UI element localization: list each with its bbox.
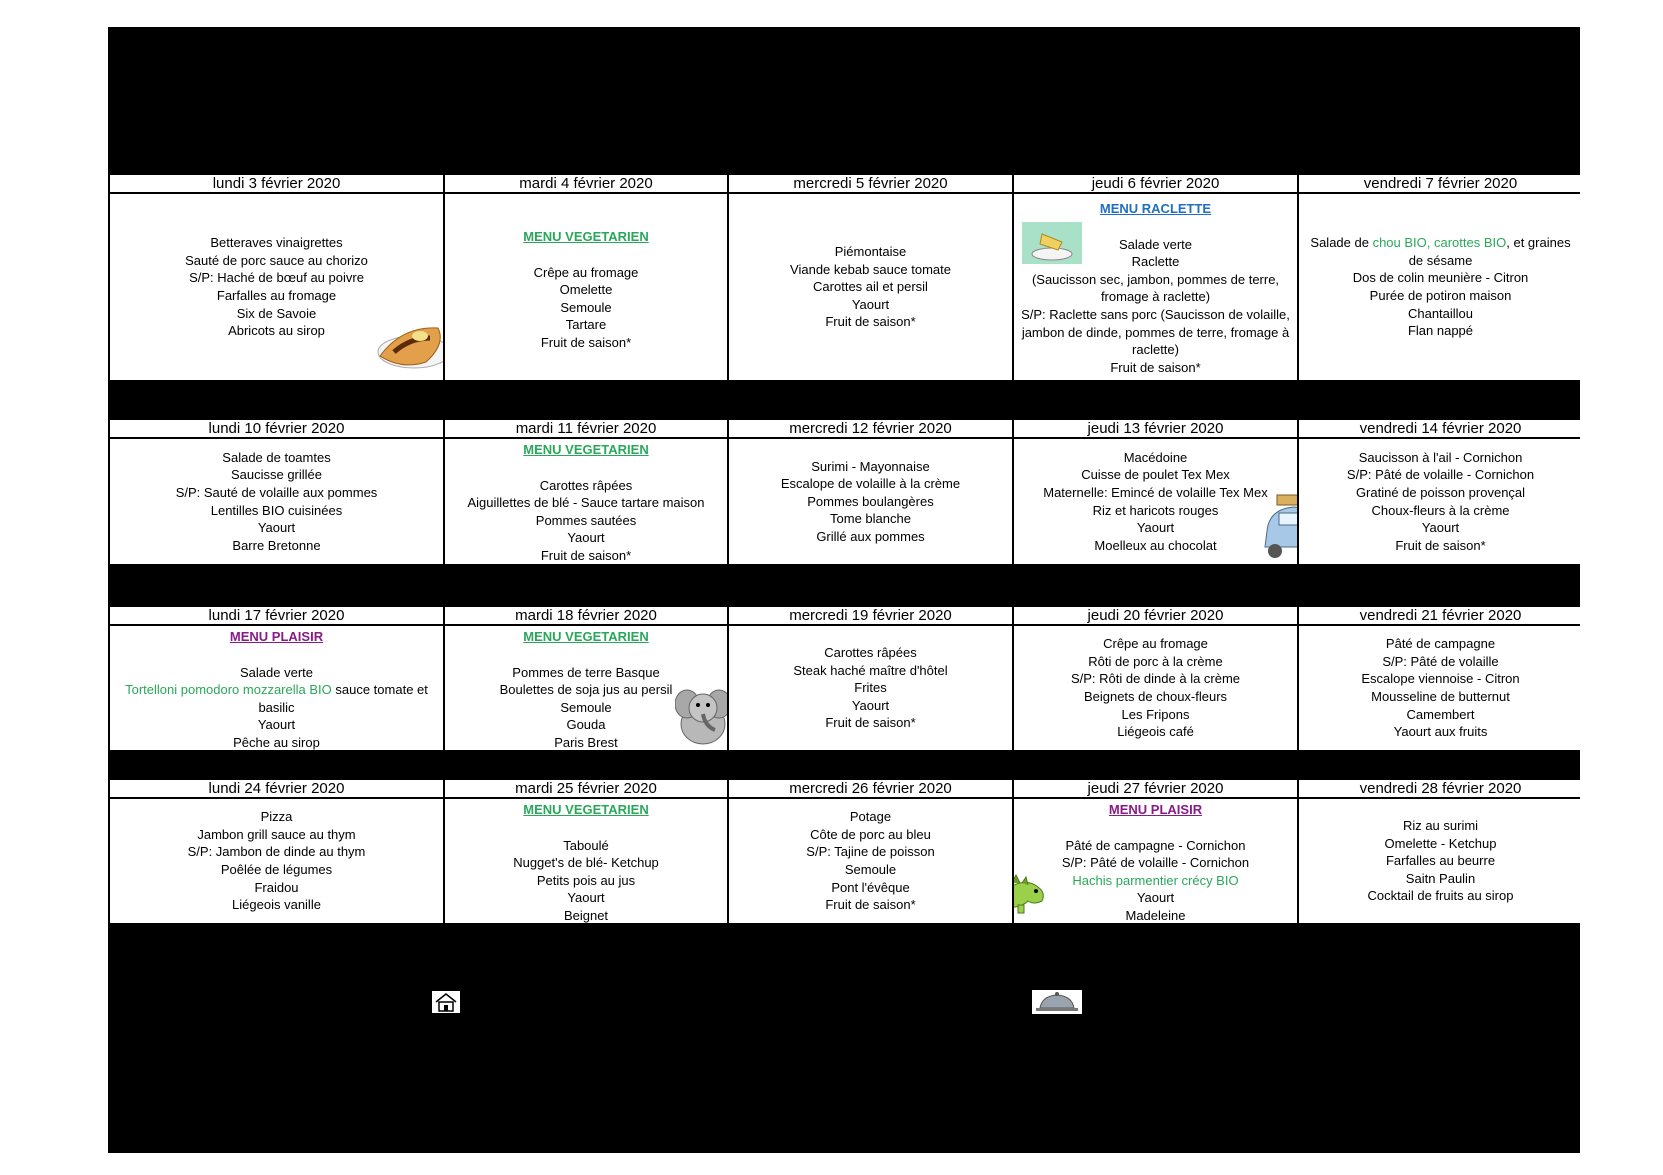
dish: Beignets de choux-fleurs — [1083, 689, 1228, 704]
dish: Farfalles au fromage — [216, 288, 337, 303]
dish: Salade de chou BIO, carottes BIO, et graines de sésame — [1310, 235, 1571, 268]
menu-vegetarien-tag: MENU VEGETARIEN — [523, 442, 649, 457]
dish: Escalope de volaille à la crème — [780, 476, 961, 492]
dish: Nugget's de blé- Ketchup — [513, 855, 659, 871]
dish: Pommes boulangères — [807, 493, 934, 509]
dish: Chantaillou — [1407, 305, 1474, 321]
dish: Yaourt — [1421, 520, 1460, 536]
menu-plaisir-tag: MENU PLAISIR — [229, 629, 324, 644]
dish: Fruit de saison* — [1110, 359, 1201, 375]
day-header: mardi 11 février 2020 — [445, 420, 727, 437]
menu-sheet — [108, 27, 1580, 1153]
day-header: lundi 3 février 2020 — [110, 175, 443, 192]
dish: Tortelloni pomodoro mozzarella BIO sauce tomate et basilic — [125, 682, 428, 715]
dish: Tome blanche — [830, 511, 911, 527]
dish: Omelette — [559, 282, 613, 298]
day-header: jeudi 13 février 2020 — [1014, 420, 1297, 437]
dish: Barre Bretonne — [232, 537, 321, 553]
dish: S/P: Sauté de volaille aux pommes — [175, 484, 378, 500]
dish: Rôti de porc à la crème — [1088, 653, 1223, 669]
day-header: vendredi 14 février 2020 — [1299, 420, 1582, 437]
dish: Yaourt — [257, 717, 296, 733]
dish: Taboulé — [563, 837, 609, 853]
dish: Pommes de terre Basque — [512, 664, 660, 680]
day-menu — [110, 194, 443, 380]
day-menu — [729, 194, 1012, 380]
dish: Grillé aux pommes — [816, 528, 925, 544]
dish: Omelette - Ketchup — [1384, 835, 1497, 851]
dish: Frites — [854, 680, 887, 696]
dish: Moelleux au chocolat — [1094, 537, 1217, 553]
dish: S/P: Pâté de volaille - Cornichon — [1346, 467, 1535, 483]
dish: Piémontaise — [834, 244, 907, 260]
car-illustration — [1261, 491, 1297, 561]
dish: S/P: Tajine de poisson — [806, 844, 935, 860]
dish: Cocktail de fruits au sirop — [1367, 888, 1514, 904]
dish: Pâté de campagne - Cornichon — [1065, 837, 1246, 853]
dish: Semoule — [560, 699, 612, 715]
dish: Riz et haricots rouges — [1092, 502, 1219, 518]
day-header: jeudi 6 février 2020 — [1014, 175, 1297, 192]
day-menu — [445, 439, 727, 564]
dish: Mousseline de butternut — [1371, 689, 1510, 704]
day-header: mercredi 26 février 2020 — [729, 780, 1012, 797]
dish: Pâté de campagne — [1385, 636, 1496, 652]
dish: S/P: Pâté de volaille - Cornichon — [1061, 855, 1250, 871]
day-header: jeudi 20 février 2020 — [1014, 607, 1297, 624]
dish: Saucisson à l'ail - Cornichon — [1358, 449, 1523, 465]
dish: Yaourt — [851, 697, 890, 713]
dish: Salade verte — [240, 664, 313, 680]
dish: Escalope viennoise - Citron — [1361, 671, 1520, 687]
dish: Beignet — [563, 907, 609, 923]
dish: Yaourt — [1136, 890, 1175, 906]
dish: Six de Savoie — [236, 305, 317, 321]
dish: S/P: Jambon de dinde au thym — [187, 844, 366, 860]
dish: Abricots au sirop — [228, 323, 325, 339]
day-menu — [1014, 439, 1297, 564]
dish: Les Fripons — [1121, 706, 1190, 722]
day-menu — [110, 626, 443, 750]
dish: Yaourt aux fruits — [1393, 724, 1488, 740]
day-menu — [445, 626, 727, 750]
dish: S/P: Haché de bœuf au poivre — [189, 270, 364, 286]
dish: Gratiné de poisson provençal — [1355, 484, 1526, 500]
dish: Jambon grill sauce au thym — [197, 826, 356, 842]
crepe-illustration — [372, 318, 443, 372]
dish: Tartare — [565, 317, 607, 333]
dish: Crêpe au fromage — [533, 264, 639, 280]
week-3 — [110, 607, 1578, 750]
day-header: vendredi 7 février 2020 — [1299, 175, 1582, 192]
day-menu — [1299, 799, 1582, 923]
dinosaur-illustration — [1014, 871, 1048, 915]
dish: Carottes ail et persil — [813, 279, 928, 295]
dish: Pêche au sirop — [233, 734, 320, 750]
dish: Fruit de saison* — [540, 334, 632, 350]
dish: Saucisse grillée — [230, 467, 323, 483]
dish: Fruit de saison* — [825, 314, 916, 330]
dish: Fruit de saison* — [540, 547, 632, 563]
dish: Salade de toamtes — [222, 449, 331, 465]
dish: Liégeois café — [1117, 724, 1194, 740]
dish: Fruit de saison* — [825, 715, 916, 731]
dish: Viande kebab sauce tomate — [790, 261, 951, 277]
dish: Potage — [849, 809, 892, 825]
week-1 — [110, 175, 1578, 380]
day-header: mardi 18 février 2020 — [445, 607, 727, 624]
dish: Yaourt — [567, 890, 605, 906]
dish: Fruit de saison* — [825, 897, 916, 913]
dish: Macédoine — [1123, 449, 1188, 465]
dish: Cuisse de poulet Tex Mex — [1081, 467, 1230, 483]
day-menu — [445, 799, 727, 923]
day-header: vendredi 21 février 2020 — [1299, 607, 1582, 624]
dish: S/P: Rôti de dinde à la crème — [1070, 671, 1241, 687]
day-menu — [729, 799, 1012, 923]
dish: Saitn Paulin — [1405, 870, 1476, 886]
day-header: mercredi 19 février 2020 — [729, 607, 1012, 624]
dish: Liégeois vanille — [232, 897, 321, 913]
day-menu — [729, 439, 1012, 564]
dish: Farfalles au beurre — [1385, 853, 1496, 869]
day-header: mardi 4 février 2020 — [445, 175, 727, 192]
week-2 — [110, 420, 1578, 564]
dish: Crêpe au fromage — [1103, 636, 1208, 652]
day-header: lundi 17 février 2020 — [110, 607, 443, 624]
raclette-illustration — [1022, 222, 1082, 264]
dish: Carottes râpées — [539, 477, 633, 493]
dish: Raclette — [1131, 254, 1180, 270]
day-menu — [1299, 194, 1582, 380]
dish: S/P: Pâté de volaille — [1382, 653, 1499, 669]
dish: Madeleine — [1125, 907, 1186, 923]
day-menu — [1299, 626, 1582, 750]
dish: Lentilles BIO cuisinées — [210, 502, 343, 518]
dish: Petits pois au jus — [536, 872, 636, 888]
dish: Maternelle: Emincé de volaille Tex Mex — [1043, 484, 1268, 500]
day-header: vendredi 28 février 2020 — [1299, 780, 1582, 797]
dish: Betteraves vinaigrettes — [210, 235, 343, 251]
day-menu — [445, 194, 727, 380]
dish: Steak haché maître d'hôtel — [793, 662, 948, 678]
dish: Carottes râpées — [824, 645, 917, 661]
house-icon — [432, 991, 460, 1013]
day-menu — [1014, 626, 1297, 750]
dish: Surimi - Mayonnaise — [811, 458, 930, 474]
day-menu — [1299, 439, 1582, 564]
day-header: mercredi 12 février 2020 — [729, 420, 1012, 437]
dish: Gouda — [566, 717, 606, 733]
dish: Fruit de saison* — [1395, 537, 1486, 553]
day-header: mercredi 5 février 2020 — [729, 175, 1012, 192]
dish: Yaourt — [257, 520, 296, 536]
elephant-illustration — [675, 680, 727, 750]
day-header: jeudi 27 février 2020 — [1014, 780, 1297, 797]
menu-vegetarien-tag: MENU VEGETARIEN — [523, 629, 649, 644]
dish: Pommes sautées — [535, 512, 637, 528]
dish: Dos de colin meunière - Citron — [1352, 270, 1529, 286]
cloche-icon — [1032, 990, 1082, 1014]
dish: Salade verte — [1119, 236, 1192, 252]
dish: Choux-fleurs à la crème — [1371, 502, 1510, 518]
day-header: lundi 24 février 2020 — [110, 780, 443, 797]
dish: (Saucisson sec, jambon, pommes de terre, fromage à raclette) — [1031, 271, 1280, 305]
menu-raclette-tag: MENU RACLETTE — [1099, 201, 1212, 216]
dish: Pont l'évêque — [831, 879, 910, 895]
week-4 — [110, 780, 1578, 923]
day-menu — [729, 626, 1012, 750]
dish: S/P: Raclette sans porc (Saucisson de volaille, jambon de dinde, pommes de terre, fromage à raclette) — [1021, 306, 1290, 358]
dish: Purée de potiron maison — [1369, 288, 1512, 303]
day-menu — [1014, 799, 1297, 923]
dish: Aiguillettes de blé - Sauce tartare maison — [467, 495, 705, 511]
dish: Boulettes de soja jus au persil — [499, 682, 673, 698]
dish: Fraidou — [254, 879, 299, 895]
day-header: mardi 25 février 2020 — [445, 780, 727, 797]
dish: Yaourt — [1136, 520, 1175, 536]
dish: Flan nappé — [1407, 323, 1474, 339]
dish: Sauté de porc sauce au chorizo — [185, 252, 368, 268]
dish: Yaourt — [851, 296, 890, 312]
day-header: lundi 10 février 2020 — [110, 420, 443, 437]
menu-vegetarien-tag: MENU VEGETARIEN — [523, 229, 649, 244]
dish: Yaourt — [567, 530, 605, 546]
dish: Semoule — [560, 299, 612, 315]
dish: Pizza — [260, 809, 293, 825]
dish: Poêlée de légumes — [220, 862, 333, 877]
dish: Paris Brest — [554, 734, 618, 750]
dish: Côte de porc au bleu — [810, 826, 931, 842]
day-menu — [110, 439, 443, 564]
dish: Semoule — [844, 862, 897, 877]
dish: Hachis parmentier crécy BIO — [1072, 872, 1239, 888]
dish: Riz au surimi — [1402, 818, 1479, 834]
dish: Camembert — [1406, 706, 1475, 722]
day-menu — [1014, 194, 1297, 380]
menu-vegetarien-tag: MENU VEGETARIEN — [523, 802, 649, 817]
day-menu — [110, 799, 443, 923]
menu-plaisir-tag: MENU PLAISIR — [1108, 802, 1203, 817]
